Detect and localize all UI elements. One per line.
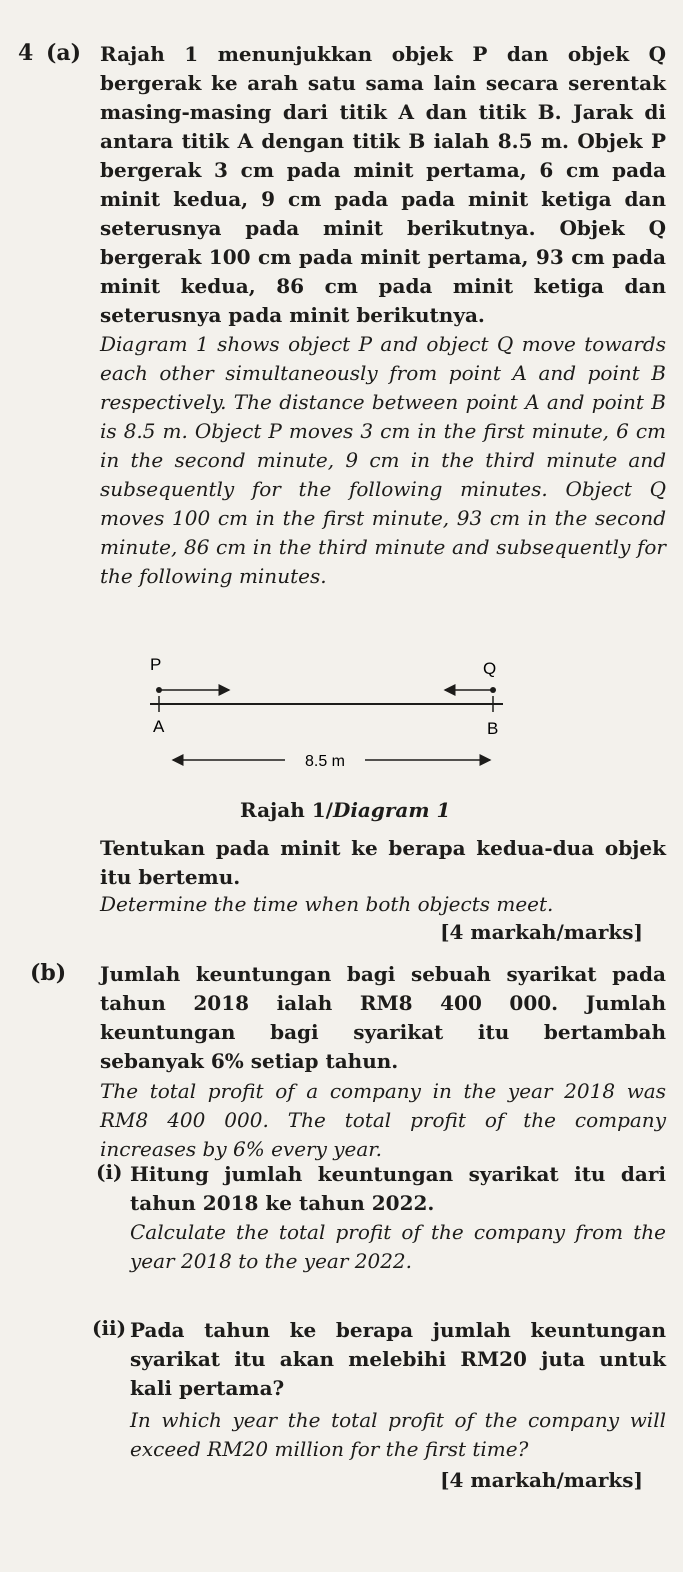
part-a-text-malay: Rajah 1 menunjukkan objek P dan objek Q bergerak ke arah satu sama lain secara serentak masing-masing dari titik A dan titik B. Jarak di antara titik A dengan titik B ialah 8.5 m. Objek P bergerak 3 cm pada minit pertama, 6 cm pada minit kedua, 9 cm pada pada minit ketiga dan seterusnya pada minit berikutnya. Objek Q bergerak 100 cm pada minit pertama, 93 cm pada minit kedua, 86 cm pada minit ketiga dan seterusnya pada minit berikutnya.: [100, 42, 666, 327]
part-b-label: (b): [30, 960, 67, 986]
part-a-label: (a): [46, 40, 82, 66]
part-b-i-label: (i): [96, 1160, 123, 1184]
diagram-1: [145, 652, 505, 782]
distance-label: 8.5 m: [304, 753, 346, 770]
caption-malay: Rajah 1/: [240, 798, 333, 822]
part-b-i-text-malay: Hitung jumlah keuntungan syarikat itu dari tahun 2018 ke tahun 2022.: [130, 1162, 666, 1215]
label-b: B: [487, 719, 499, 738]
part-a-marks: [4 markah/marks]: [440, 920, 643, 944]
part-a-question-malay: Tentukan pada minit ke berapa kedua-dua objek itu bertemu.: [100, 836, 666, 889]
question-number: 4: [18, 40, 34, 66]
part-b-ii-text-malay: Pada tahun ke berapa jumlah keuntungan syarikat itu akan melebihi RM20 juta untuk kali pertama?: [130, 1318, 666, 1400]
part-a-text-english: Diagram 1 shows object P and object Q move towards each other simultaneously from point A and point B respectively. The distance between point A and point B is 8.5 m. Object P moves 3 cm in the first minute, 6 cm in the second minute, 9 cm in the third minute and subsequently for the following minutes. Object Q moves 100 cm in the first minute, 93 cm in the second minute, 86 cm in the third minute and subsequently for the following minutes.: [100, 332, 666, 588]
part-b-text-malay: Jumlah keuntungan bagi sebuah syarikat pada tahun 2018 ialah RM8 400 000. Jumlah keuntungan bagi syarikat itu bertambah sebanyak 6% setiap tahun.: [100, 962, 666, 1073]
part-b-marks: [4 markah/marks]: [440, 1468, 643, 1492]
part-b-i-text-english: Calculate the total profit of the company from the year 2018 to the year 2022.: [130, 1220, 666, 1273]
label-q: Q: [483, 659, 497, 678]
caption-english: Diagram 1: [332, 798, 451, 822]
part-a-question-english: Determine the time when both objects meet.: [100, 892, 554, 916]
part-b-text-english: The total profit of a company in the year 2018 was RM8 400 000. The total profit of the company increases by 6% every year.: [100, 1079, 666, 1161]
part-b-ii-text-english: In which year the total profit of the company will exceed RM20 million for the first time?: [130, 1408, 666, 1461]
label-a: A: [153, 717, 165, 736]
label-p: P: [150, 655, 162, 674]
diagram-caption: [240, 798, 450, 822]
part-b-ii-label: (ii): [92, 1316, 127, 1340]
